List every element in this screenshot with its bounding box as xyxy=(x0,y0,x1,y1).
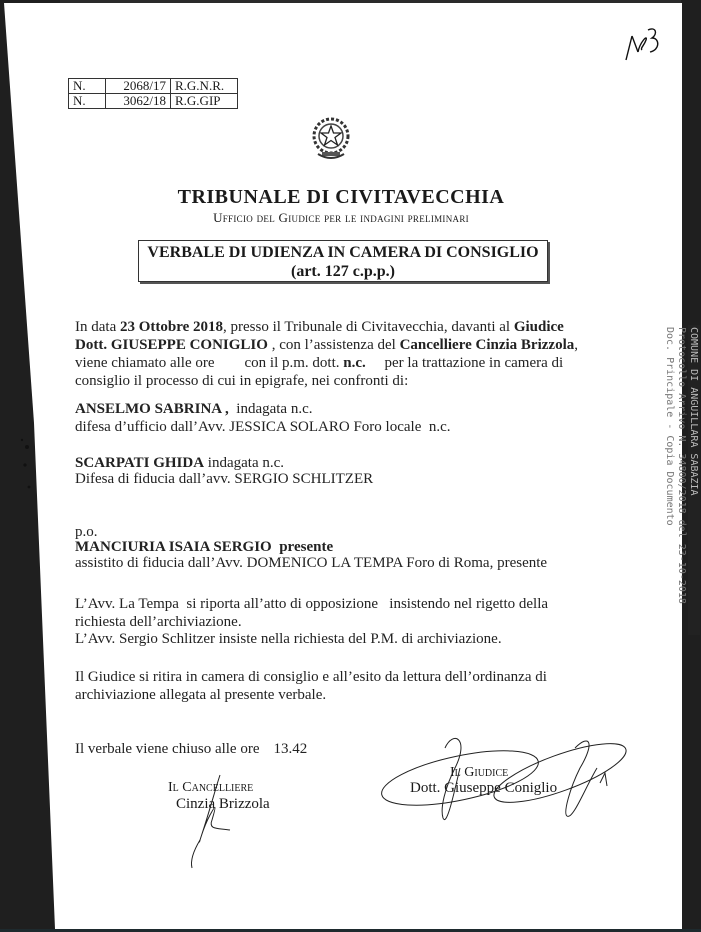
reference-number: 2068/17 xyxy=(106,79,171,94)
statement-line: L’Avv. La Tempa si riporta all’atto di opposizione insistendo nel rigetto della xyxy=(75,596,549,612)
statement-line: L’Avv. Sergio Schlitzer insiste nella richiesta del P.M. di archiviazione. xyxy=(75,631,502,647)
closing-time: 13.42 xyxy=(273,741,308,757)
intro-line-1 xyxy=(75,318,564,336)
stamp-document-type: Doc. Principale - Copia Documento xyxy=(664,327,675,526)
defendant-status: indagata n.c. xyxy=(228,401,313,417)
closing-line xyxy=(75,740,307,758)
intro-line-2 xyxy=(75,336,578,354)
text: , con l’assistenza del xyxy=(267,337,400,353)
text: viene chiamato alle ore con il p.m. dott. xyxy=(75,355,344,371)
court-title: TRIBUNALE DI CIVITAVECCHIA xyxy=(177,186,505,208)
intro-line-4: consiglio il processo di cui in epigrafe, nei confronti di: xyxy=(75,373,409,389)
defendant-name: ANSELMO SABRINA , xyxy=(75,401,229,417)
case-reference-table xyxy=(68,78,238,109)
decision-line: archiviazione allegata al presente verbale. xyxy=(75,687,327,703)
hearing-date: 23 Ottobre 2018 xyxy=(119,319,224,335)
reference-prefix: N. xyxy=(69,94,106,109)
scan-top-border xyxy=(0,0,701,3)
clerk-name: Cancelliere Cinzia Brizzola xyxy=(399,337,575,353)
pm-name: n.c. xyxy=(343,355,366,371)
reference-row xyxy=(69,79,238,94)
text: per la trattazione in camera di xyxy=(365,355,564,371)
verbale-title-box xyxy=(138,240,548,282)
scan-speckles xyxy=(18,435,38,495)
defendant-1 xyxy=(75,400,313,418)
verbale-article: (art. 127 c.p.p.) xyxy=(291,263,395,280)
text: , xyxy=(574,337,578,353)
text: , presso il Tribunale di Civitavecchia, davanti al xyxy=(223,319,514,335)
verbale-title: VERBALE DI UDIENZA IN CAMERA DI CONSIGLIO xyxy=(147,244,539,261)
reference-prefix: N. xyxy=(69,79,106,94)
decision-line: Il Giudice si ritira in camera di consiglio e all’esito da lettura dell’ordinanza di xyxy=(75,669,547,685)
offended-party-defense: assistito di fiducia dall’Avv. DOMENICO LA TEMPA Foro di Roma, presente xyxy=(75,555,548,571)
reference-register: R.G.GIP xyxy=(171,94,238,109)
intro-line-3 xyxy=(75,354,563,372)
offended-party-label: p.o. xyxy=(75,524,98,540)
closing-label: Il verbale viene chiuso alle ore xyxy=(75,741,260,757)
italian-republic-emblem-icon xyxy=(308,114,354,162)
offended-party-name: MANCIURIA ISAIA SERGIO xyxy=(75,539,272,555)
defendant-status: indagata n.c. xyxy=(204,455,285,471)
stamp-protocol-number: Protocollo Arrivo N. 34800/2018 del 23-10-2018 xyxy=(676,327,687,604)
clerk-role: Il Cancelliere xyxy=(168,780,254,795)
judge-signature xyxy=(375,728,655,848)
defendant-1-defense: difesa d’ufficio dall’Avv. JESSICA SOLARO Foro locale n.c. xyxy=(75,419,451,435)
protocol-stamp xyxy=(664,325,700,635)
judge-name: Dott. GIUSEPPE CONIGLIO xyxy=(75,337,268,353)
defendant-2-defense: Difesa di fiducia dall’avv. SERGIO SCHLITZER xyxy=(75,471,374,487)
stamp-municipality: COMUNE DI ANGUILLARA SABAZIA xyxy=(688,327,699,496)
text: In data xyxy=(75,319,120,335)
office-subtitle: Ufficio del Giudice per le indagini preliminari xyxy=(213,210,469,225)
reference-row xyxy=(69,94,238,109)
reference-register: R.G.N.R. xyxy=(171,79,238,94)
handwritten-page-number xyxy=(618,22,668,62)
defendant-name: SCARPATI GHIDA xyxy=(75,455,205,471)
statement-line: richiesta dell’archiviazione. xyxy=(75,614,242,630)
reference-number: 3062/18 xyxy=(106,94,171,109)
clerk-signature xyxy=(170,770,250,870)
clerk-name: Cinzia Brizzola xyxy=(176,796,270,812)
judge-name: Dott. Giuseppe Coniglio xyxy=(410,780,558,796)
judge-role: Il Giudice xyxy=(450,765,509,780)
judge-label: Giudice xyxy=(513,319,564,335)
offended-party-status: presente xyxy=(271,539,334,555)
